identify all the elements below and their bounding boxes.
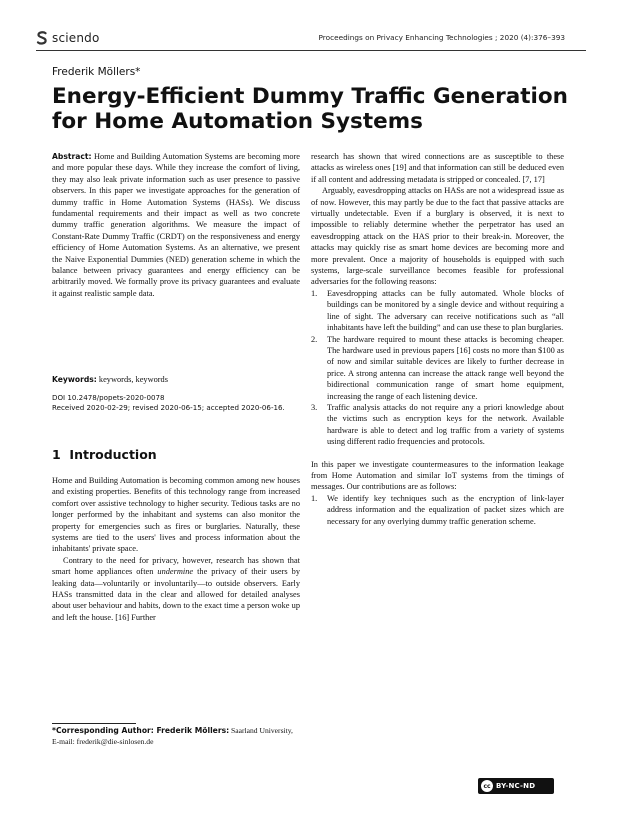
sciendo-logo-icon [36, 31, 48, 45]
abstract-text: Home and Building Automation Systems are becoming more and more popular these days. While they increase the comfort of living, they may also leak private information such as user presence to passive observers. In this paper we investigate approaches for the generation of dummy traffic in Home Automation Systems (HASs). We discuss fundamental requirements and their impact as well as two concrete dummy traffic generation algorithms. We measure the impact of Constant-Rate Dummy Traffic (CRDT) on the responsiveness and energy efficiency of Home Automation Systems. As an alternative, we present the Naive Exponential Dummies (NED) generation scheme in which the balance between privacy guarantees and energy efficiency can be arbitrarily moved. We formally prove its privacy guarantees and evaluate it against realistic sample data. [52, 152, 300, 298]
doi-block [52, 393, 300, 413]
emphasis-undermine: undermine [157, 567, 194, 577]
keywords [52, 374, 300, 385]
intro-paragraph-1: Home and Building Automation is becoming common among new houses and existing properties. Benefits of this technology range from increased comfort over assistive technology to higher security. Tedious tasks are no longer performed by the inhabitant and systems can also monitor the property for emergencies such as fires or burglaries. Naturally, these systems are tied to the users' lives and process information about the inhabitants' private space. [52, 476, 300, 554]
section-title: Introduction [69, 447, 157, 462]
reasons-list [311, 288, 564, 448]
list-item [311, 402, 564, 448]
journal-citation: Proceedings on Privacy Enhancing Technologies ; 2020 (4):376–393 [318, 33, 565, 42]
list-text: The hardware required to mount these attacks is becoming cheaper. The hardware used in previous papers [16] costs no more than $100 as of now and similar suitable devices are likely to further decrease in price. A strong antenna can increase the attack range well beyond the bidirectional communication range of smart home equipment, increasing the range of each listening device. [327, 334, 564, 401]
abstract-label: Abstract: [52, 152, 92, 161]
list-text: Eavesdropping attacks can be fully automated. Whole blocks of buildings can be monitored by a single device and without requiring a line of sight. The adversary can receive notifications such as “all inhabitants have left the building” and can use these to plan burglaries. [327, 288, 564, 333]
list-number: 1. [311, 288, 318, 298]
doi-link[interactable]: DOI 10.2478/popets-2020-0078 [52, 393, 165, 402]
list-item [311, 334, 564, 402]
list-text: Traffic analysis attacks do not require any a priori knowledge about the victims such as encryption keys for the network. Available hardware is able to detect and log traffic from a variety of systems using different radio frequencies and protocols. [327, 402, 564, 447]
keywords-text: keywords, keywords [98, 375, 168, 384]
list-number: 1. [311, 493, 318, 503]
paper-title: Energy-Efficient Dummy Traffic Generation for Home Automation Systems [52, 84, 568, 134]
footnote-label: *Corresponding Author: Frederik Möllers: [52, 726, 230, 735]
keywords-label: Keywords: [52, 375, 97, 384]
right-paragraph-1: research has shown that wired connections are as susceptible to these attacks as wireless ones [19] and that information can still be deduced even if all content and addressing metadata is stripped or concealed. [7, 17] [311, 152, 564, 184]
received-dates: Received 2020-02-29; revised 2020-06-15; accepted 2020-06-16. [52, 403, 285, 412]
publisher-logo [36, 30, 100, 46]
footnote [52, 726, 300, 747]
footnote-text: Saarland University, E-mail: frederik@die-sinlosen.de [52, 726, 293, 746]
list-item [311, 493, 564, 527]
abstract [52, 151, 300, 299]
intro-paragraph-2 [52, 555, 300, 623]
header-divider [36, 50, 586, 51]
list-number: 2. [311, 334, 318, 344]
right-paragraph-3: In this paper we investigate countermeasures to the information leakage from Home Automation and similar IoT systems from the timings of messages. Our contributions are as follows: [311, 459, 564, 492]
introduction-body [52, 475, 300, 623]
logo-text: sciendo [52, 31, 100, 45]
license-text: BY-NC-ND [496, 782, 536, 790]
license-badge[interactable] [478, 778, 554, 794]
intro-p2-start: Contrary to the need for privacy, however, research has shown that smart home appliances often [52, 555, 300, 577]
list-number: 3. [311, 402, 318, 412]
right-column [311, 151, 564, 527]
footnote-divider [52, 723, 136, 724]
paragraph-gap [311, 448, 564, 459]
list-item [311, 288, 564, 334]
section-number: 1 [52, 447, 61, 462]
author-name: Frederik Möllers* [52, 66, 141, 78]
section-heading-introduction [52, 447, 157, 462]
right-paragraph-2: Arguably, eavesdropping attacks on HASs are not a widespread issue as of now. However, this may partly be due to the fact that passive attacks are virtually undetectable. Even if a burglary is observed, it is next to impossible to reliably determine whether the perpetrator has used an eavesdropping attack on the HAS prior to their break-in. Moreover, the attacks may quickly rise as smart home devices are becoming more and more prevalent. Once a majority of households is equipped with such systems, large-scale surveillance becomes feasible for professional adversaries for the following reasons: [311, 186, 564, 287]
contributions-list [311, 493, 564, 527]
creative-commons-icon: cc [481, 780, 493, 792]
list-text: We identify key techniques such as the encryption of link-layer address information and the equalization of packet sizes which are necessary for any overlying dummy traffic generation scheme. [327, 493, 564, 526]
intro-p2-end: the privacy of their users by leaking data—voluntarily or involuntarily—to outside observers. Early HASs transmitted data in the clear and allowed for detailed analyses about user behaviour and habits, down to the exact time a person woke up and left the house. [16] Further [52, 567, 300, 622]
